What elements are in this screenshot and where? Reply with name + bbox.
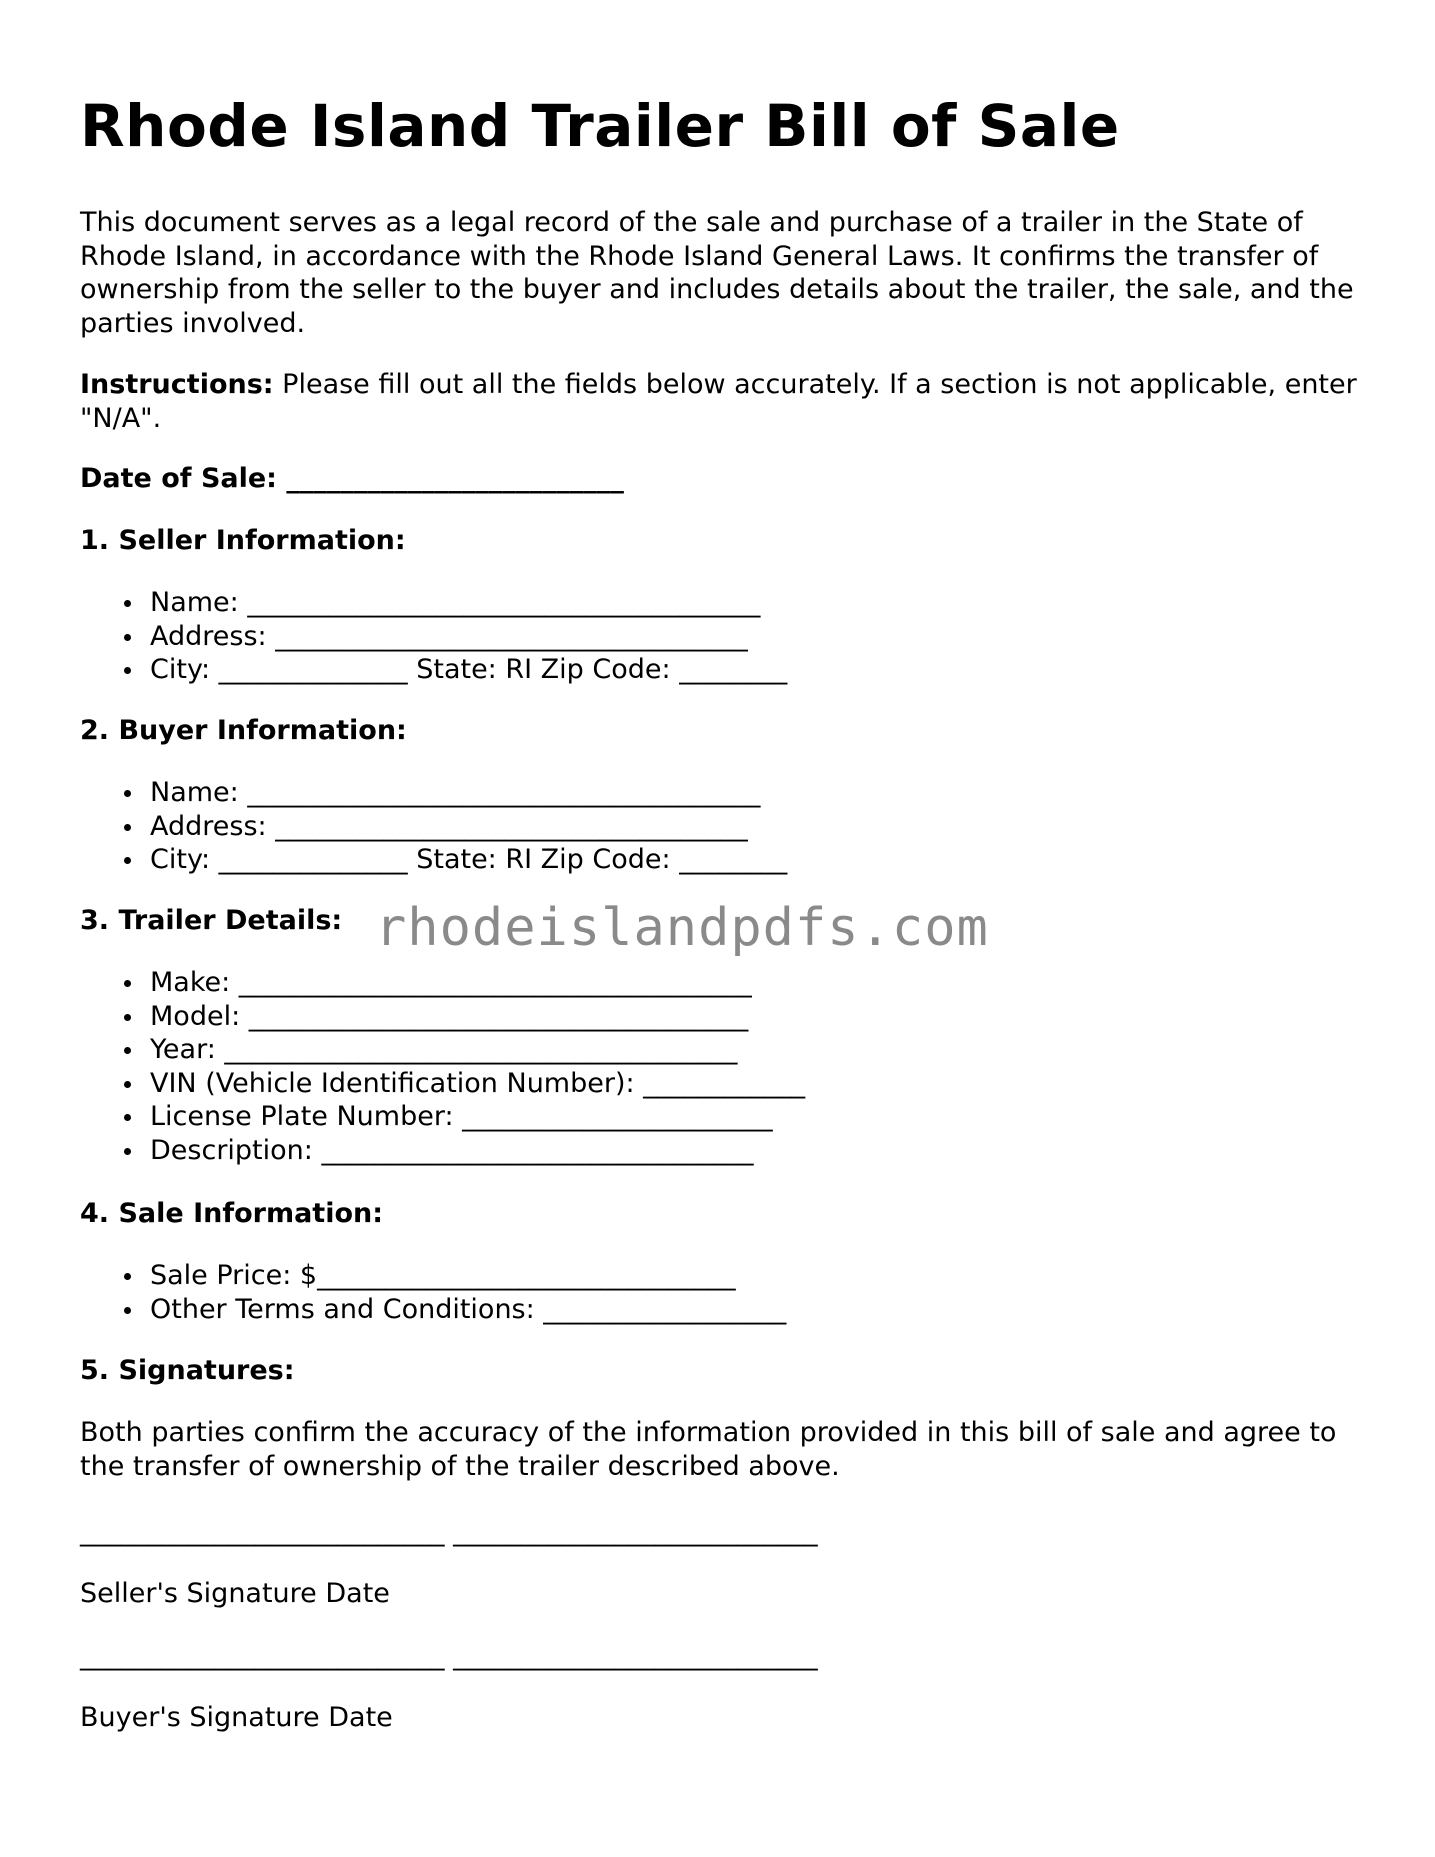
buyer-heading: 2. Buyer Information: (80, 715, 407, 746)
seller-signature-caption: Seller's Signature Date (80, 1578, 390, 1609)
buyer-address-field: Address: ___________________________________ (150, 810, 787, 844)
buyer-signature-caption: Buyer's Signature Date (80, 1702, 393, 1733)
buyer-fields (80, 776, 787, 877)
seller-name-field: Name: ______________________________________ (150, 586, 787, 620)
trailer-heading: 3. Trailer Details: (80, 905, 343, 936)
date-of-sale-blank: _________________________ (276, 463, 624, 494)
instructions-paragraph (80, 368, 1370, 435)
signatures-heading: 5. Signatures: (80, 1355, 295, 1386)
seller-signature-line: ___________________________ ___________________________ (80, 1516, 818, 1547)
watermark: rhodeislandpdfs.com (375, 898, 989, 958)
trailer-year-field: Year: ______________________________________ (150, 1033, 805, 1067)
sale-price-field: Sale Price: $_______________________________ (150, 1259, 786, 1293)
document-title: Rhode Island Trailer Bill of Sale (80, 92, 1120, 160)
instructions-text: Please fill out all the fields below accurately. If a section is not applicable, enter "N/A". (80, 369, 1357, 434)
trailer-fields (80, 966, 805, 1167)
signatures-paragraph: Both parties confirm the accuracy of the information provided in this bill of sale and agree to the transfer of ownership of the trailer described above. (80, 1417, 1337, 1482)
date-of-sale (80, 462, 624, 496)
sale-terms-field: Other Terms and Conditions: __________________ (150, 1293, 787, 1325)
trailer-vin-field: VIN (Vehicle Identification Number): ____________ (150, 1067, 806, 1099)
trailer-description-field: Description: ________________________________ (150, 1134, 805, 1168)
trailer-make-field: Make: ______________________________________ (150, 966, 805, 1000)
trailer-plate-field: License Plate Number: _______________________ (150, 1100, 805, 1134)
buyer-city-state-zip-field: City: ______________ State: RI Zip Code: ________ (150, 844, 788, 875)
seller-fields (80, 586, 787, 687)
sale-heading: 4. Sale Information: (80, 1198, 384, 1229)
trailer-model-field: Model: _____________________________________ (150, 1000, 805, 1034)
buyer-signature-line: ___________________________ ___________________________ (80, 1640, 818, 1671)
seller-heading: 1. Seller Information: (80, 525, 406, 556)
intro-paragraph: This document serves as a legal record of the sale and purchase of a trailer in the State of Rhode Island, in accordance with the Rhode Island General Laws. It confirms the transfer of ownership from the seller to the buyer and includes details about the trailer, the sale, and the parties involved. (80, 207, 1354, 339)
seller-city-state-zip-field: City: ______________ State: RI Zip Code: ________ (150, 654, 788, 685)
sale-fields (80, 1259, 786, 1326)
seller-address-field: Address: ___________________________________ (150, 620, 787, 654)
instructions-label: Instructions: (80, 369, 274, 400)
buyer-name-field: Name: ______________________________________ (150, 776, 787, 810)
date-of-sale-label: Date of Sale: (80, 463, 277, 494)
